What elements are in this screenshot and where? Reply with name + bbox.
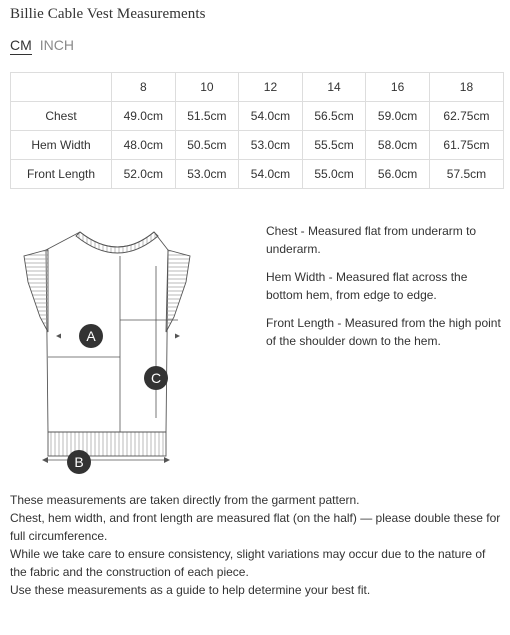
table-cell: 55.5cm <box>302 131 366 160</box>
size-header-row <box>11 73 504 102</box>
table-cell: 52.0cm <box>112 160 176 189</box>
note-line: These measurements are taken directly from the garment pattern. <box>10 493 360 507</box>
table-cell: 56.5cm <box>302 102 366 131</box>
table-cell: 53.0cm <box>239 131 303 160</box>
table-cell: 58.0cm <box>366 131 430 160</box>
corner-cell <box>11 73 112 102</box>
table-cell: 56.0cm <box>366 160 430 189</box>
unit-tab-inch[interactable]: INCH <box>39 37 75 53</box>
size-header: 18 <box>429 73 503 102</box>
table-cell: 59.0cm <box>366 102 430 131</box>
length-description: Front Length - Measured from the high point of the shoulder down to the hem. <box>266 316 501 348</box>
size-header: 14 <box>302 73 366 102</box>
table-cell: 57.5cm <box>429 160 503 189</box>
row-label: Front Length <box>11 160 112 189</box>
page-title: Billie Cable Vest Measurements <box>10 6 206 22</box>
table-cell: 61.75cm <box>429 131 503 160</box>
table-cell: 48.0cm <box>112 131 176 160</box>
size-header: 8 <box>112 73 176 102</box>
marker-c-label: C <box>150 370 162 386</box>
vest-outline <box>24 232 190 456</box>
table-cell: 54.0cm <box>239 102 303 131</box>
table-cell: 53.0cm <box>175 160 239 189</box>
table-row <box>11 102 504 131</box>
note-line: Use these measurements as a guide to help determine your best fit. <box>10 583 371 597</box>
table-row <box>11 160 504 189</box>
table-cell: 55.0cm <box>302 160 366 189</box>
table-row <box>11 131 504 160</box>
marker-b-label: B <box>74 454 84 470</box>
table-cell: 54.0cm <box>239 160 303 189</box>
size-header: 10 <box>175 73 239 102</box>
unit-toggle <box>10 37 74 55</box>
marker-a <box>79 324 103 348</box>
table-cell: 49.0cm <box>112 102 176 131</box>
unit-tab-cm[interactable]: CM <box>10 37 32 53</box>
note-line: While we take care to ensure consistency, slight variations may occur due to the nature of the fabric and the construction of each piece. <box>10 547 486 579</box>
hem-description: Hem Width - Measured flat across the bottom hem, from edge to edge. <box>266 270 468 302</box>
table-cell: 50.5cm <box>175 131 239 160</box>
marker-c <box>144 366 168 390</box>
size-header: 12 <box>239 73 303 102</box>
size-table <box>10 72 504 189</box>
marker-b <box>67 450 91 474</box>
marker-a-label: A <box>86 328 96 344</box>
size-header: 16 <box>366 73 430 102</box>
row-label: Hem Width <box>11 131 112 160</box>
table-cell: 51.5cm <box>175 102 239 131</box>
vest-diagram <box>18 222 196 478</box>
measurement-notes <box>10 491 504 599</box>
chest-description: Chest - Measured flat from underarm to underarm. <box>266 224 477 256</box>
note-line: Chest, hem width, and front length are measured flat (on the half) — please double these for full circumference. <box>10 511 501 543</box>
row-label: Chest <box>11 102 112 131</box>
table-cell: 62.75cm <box>429 102 503 131</box>
